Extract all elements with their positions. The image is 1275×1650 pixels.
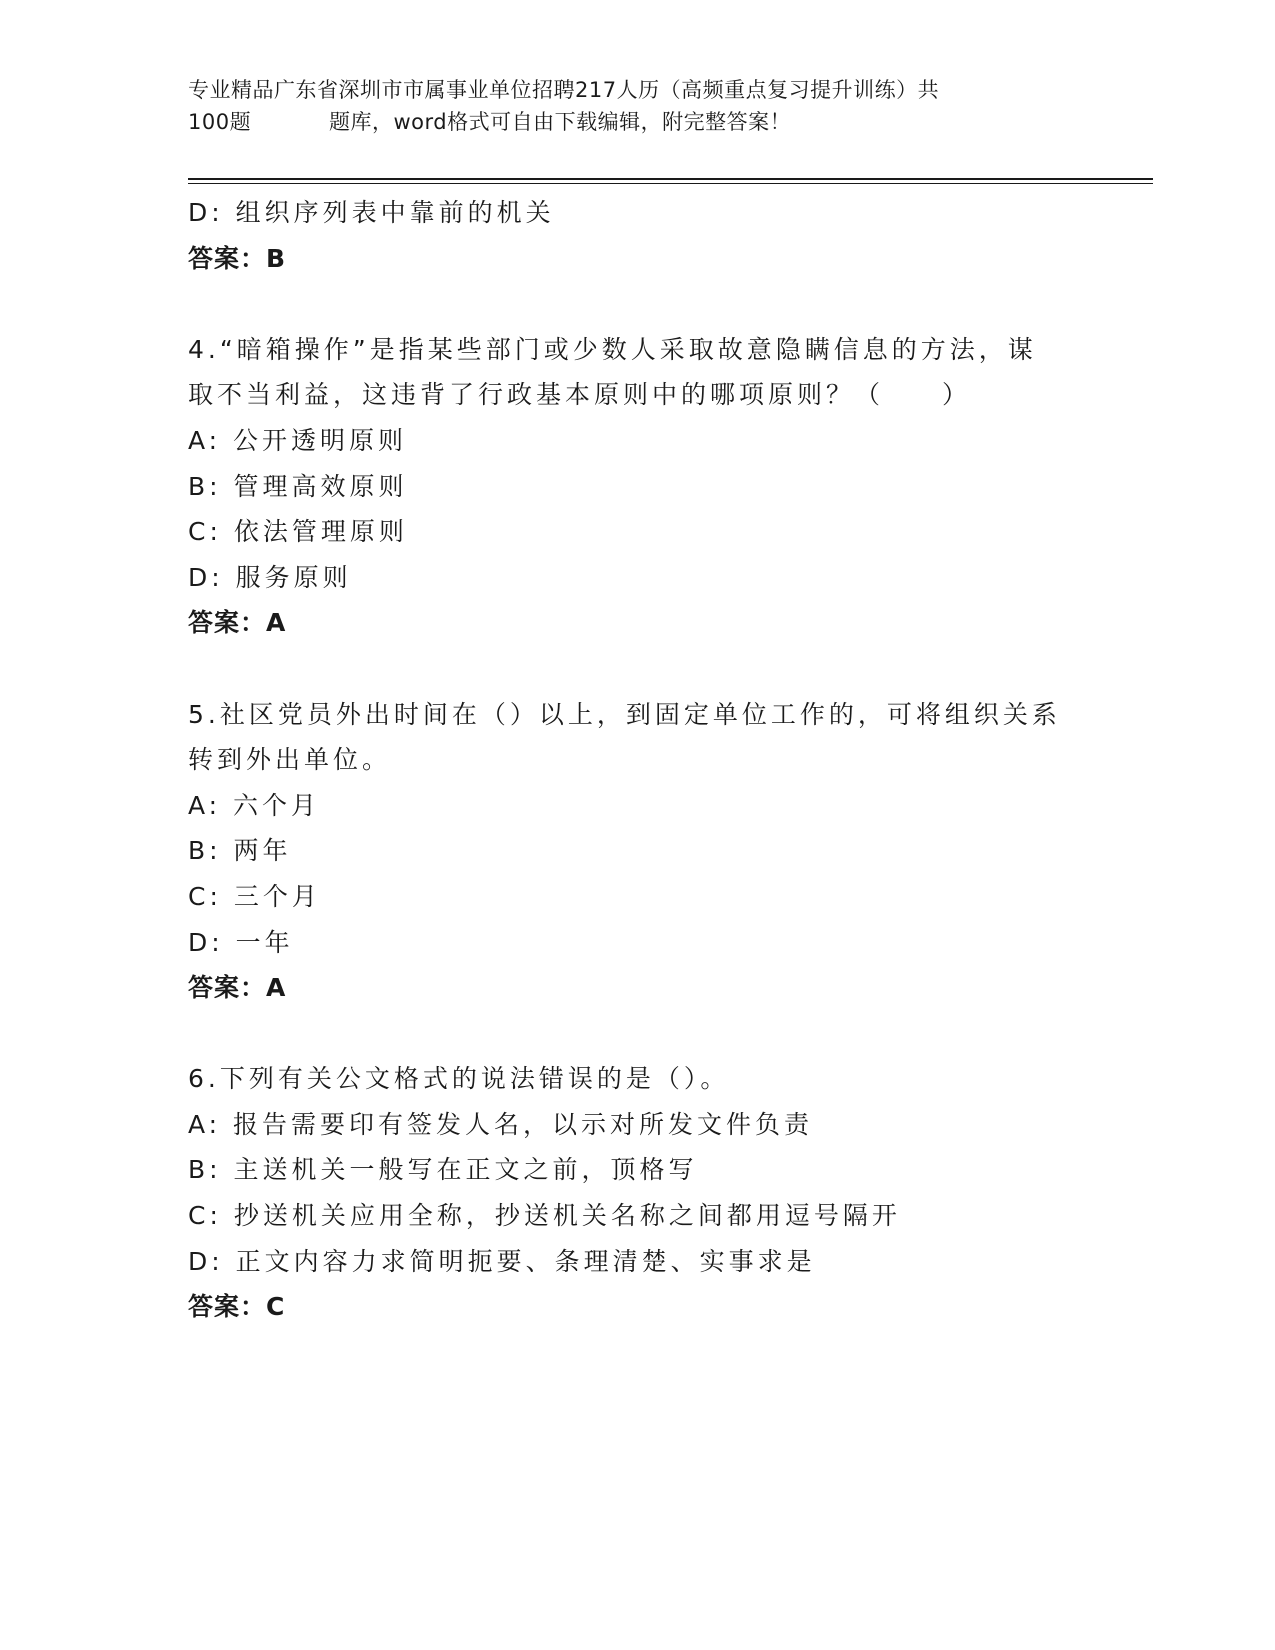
option-c: C: 抄送机关应用全称，抄送机关名称之间都用逗号隔开 <box>188 1201 901 1231</box>
answer-line: 答案：A <box>188 973 287 1003</box>
option-d: D: 服务原则 <box>188 562 352 592</box>
question-stem-line1: 4.“暗箱操作”是指某些部门或少数人采取故意隐瞒信息的方法，谋 <box>188 334 1037 364</box>
header-title-line1: 专业精品广东省深圳市市属事业单位招聘217人历（高频重点复习提升训练）共 <box>188 78 940 102</box>
answer-line: 答案：A <box>188 608 287 638</box>
option-d: D: 组织序列表中靠前的机关 <box>188 198 555 227</box>
answer-line: 答案：C <box>188 1292 286 1322</box>
header-divider-thick <box>188 178 1153 180</box>
option-c: C: 三个月 <box>188 881 321 911</box>
option-b: B: 管理高效原则 <box>188 471 408 501</box>
header-description: 题库，word格式可自由下载编辑，附完整答案！ <box>329 110 792 134</box>
document-header <box>188 74 1068 138</box>
question-content <box>188 190 1068 1330</box>
option-b: B: 两年 <box>188 836 292 866</box>
option-b: B: 主送机关一般写在正文之前，顶格写 <box>188 1155 698 1185</box>
question-6 <box>188 1056 1068 1330</box>
header-count: 100题 <box>188 110 252 134</box>
header-divider-thin <box>188 183 1153 184</box>
option-d: D: 一年 <box>188 927 294 957</box>
question-4 <box>188 327 1068 646</box>
answer-line: 答案：B <box>188 243 287 273</box>
option-c: C: 依法管理原则 <box>188 517 408 547</box>
spacer <box>188 646 1068 692</box>
question-stem-line2: 转到外出单位。 <box>188 745 392 775</box>
option-a: A: 六个月 <box>188 790 321 820</box>
question-stem-line2: 取不当利益，这违背了行政基本原则中的哪项原则？（ ） <box>188 380 972 410</box>
question-3-tail <box>188 190 1068 281</box>
question-stem-line1: 6.下列有关公文格式的说法错误的是（）。 <box>188 1064 730 1094</box>
option-d: D: 正文内容力求简明扼要、条理清楚、实事求是 <box>188 1246 816 1276</box>
option-a: A: 公开透明原则 <box>188 425 408 455</box>
option-a: A: 报告需要印有签发人名，以示对所发文件负责 <box>188 1109 814 1139</box>
question-5 <box>188 692 1068 1011</box>
spacer <box>188 281 1068 327</box>
header-title-line2 <box>188 106 1068 138</box>
spacer <box>188 1011 1068 1057</box>
question-stem-line1: 5.社区党员外出时间在（）以上，到固定单位工作的，可将组织关系 <box>188 699 1061 729</box>
